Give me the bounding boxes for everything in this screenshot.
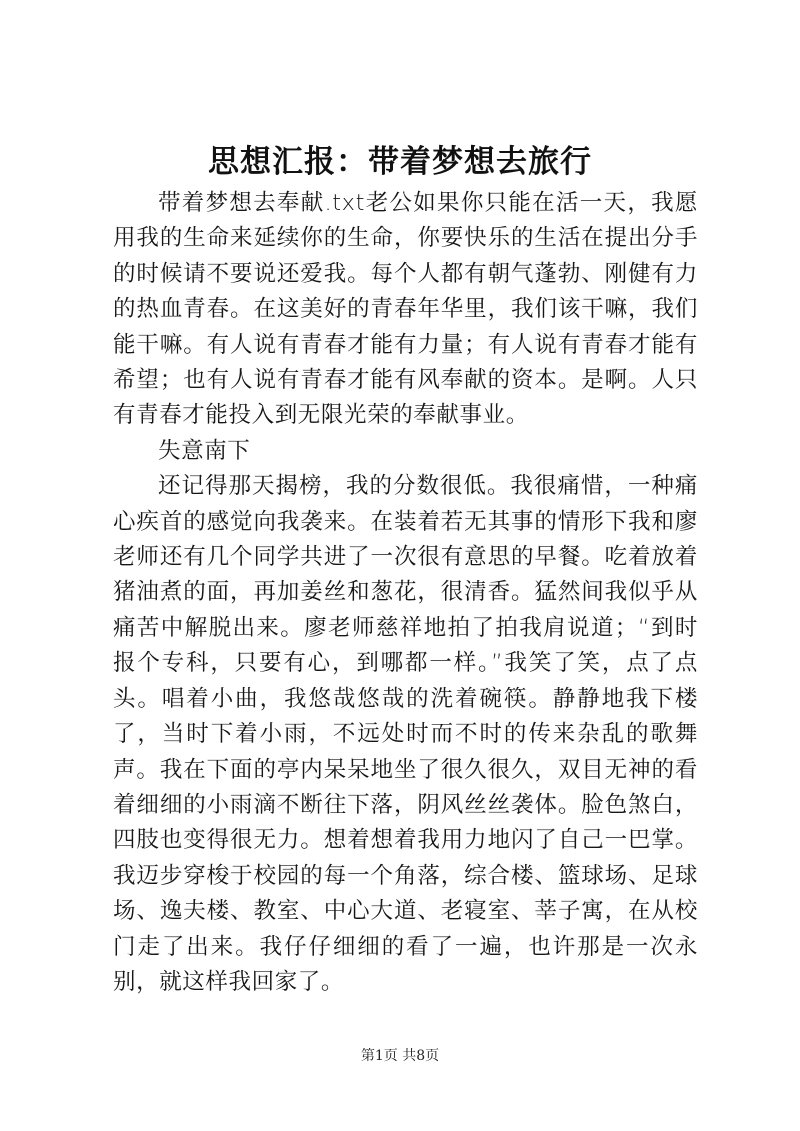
- document-body: [113, 186, 698, 1000]
- body-paragraph: 还记得那天揭榜，我的分数很低。我很痛惜，一种痛心疾首的感觉向我袭来。在装着若无其事的情形下我和廖老师还有几个同学共进了一次很有意思的早餐。吃着放着猪油煮的面，再加姜丝和葱花，很清香。猛然间我似乎从痛苦中解脱出来。廖老师慈祥地拍了拍我肩说道；“到时报个专科，只要有心，到哪都一样。”我笑了笑，点了点头。唱着小曲，我悠哉悠哉的洗着碗筷。静静地我下楼了，当时下着小雨，不远处时而不时的传来杂乱的歌舞声。我在下面的亭内呆呆地坐了很久很久，双目无神的看着细细的小雨滴不断往下落，阴风丝丝袭体。脸色煞白，四肢也变得很无力。想着想着我用力地闪了自己一巴掌。我迈步穿梭于校园的每一个角落，综合楼、篮球场、足球场、逸夫楼、教室、中心大道、老寝室、莘子寓，在从校门走了出来。我仔仔细细的看了一遍，也许那是一次永别，就这样我回家了。: [113, 473, 698, 995]
- section-heading: 失意南下: [158, 437, 251, 464]
- page-footer: 第1页 共8页: [360, 1048, 440, 1064]
- document-title: 思想汇报：带着梦想去旅行: [208, 144, 592, 180]
- body-paragraph: 带着梦想去奉献.txt老公如果你只能在活一天，我愿用我的生命来延续你的生命，你要快乐的生活在提出分手的时候请不要说还爱我。每个人都有朝气蓬勃、刚健有力的热血青春。在这美好的青春年华里，我们该干嘛，我们能干嘛。有人说有青春才能有力量；有人说有青春才能有希望；也有人说有青春才能有风奉献的资本。是啊。人只有青春才能投入到无限光荣的奉献事业。: [113, 190, 698, 429]
